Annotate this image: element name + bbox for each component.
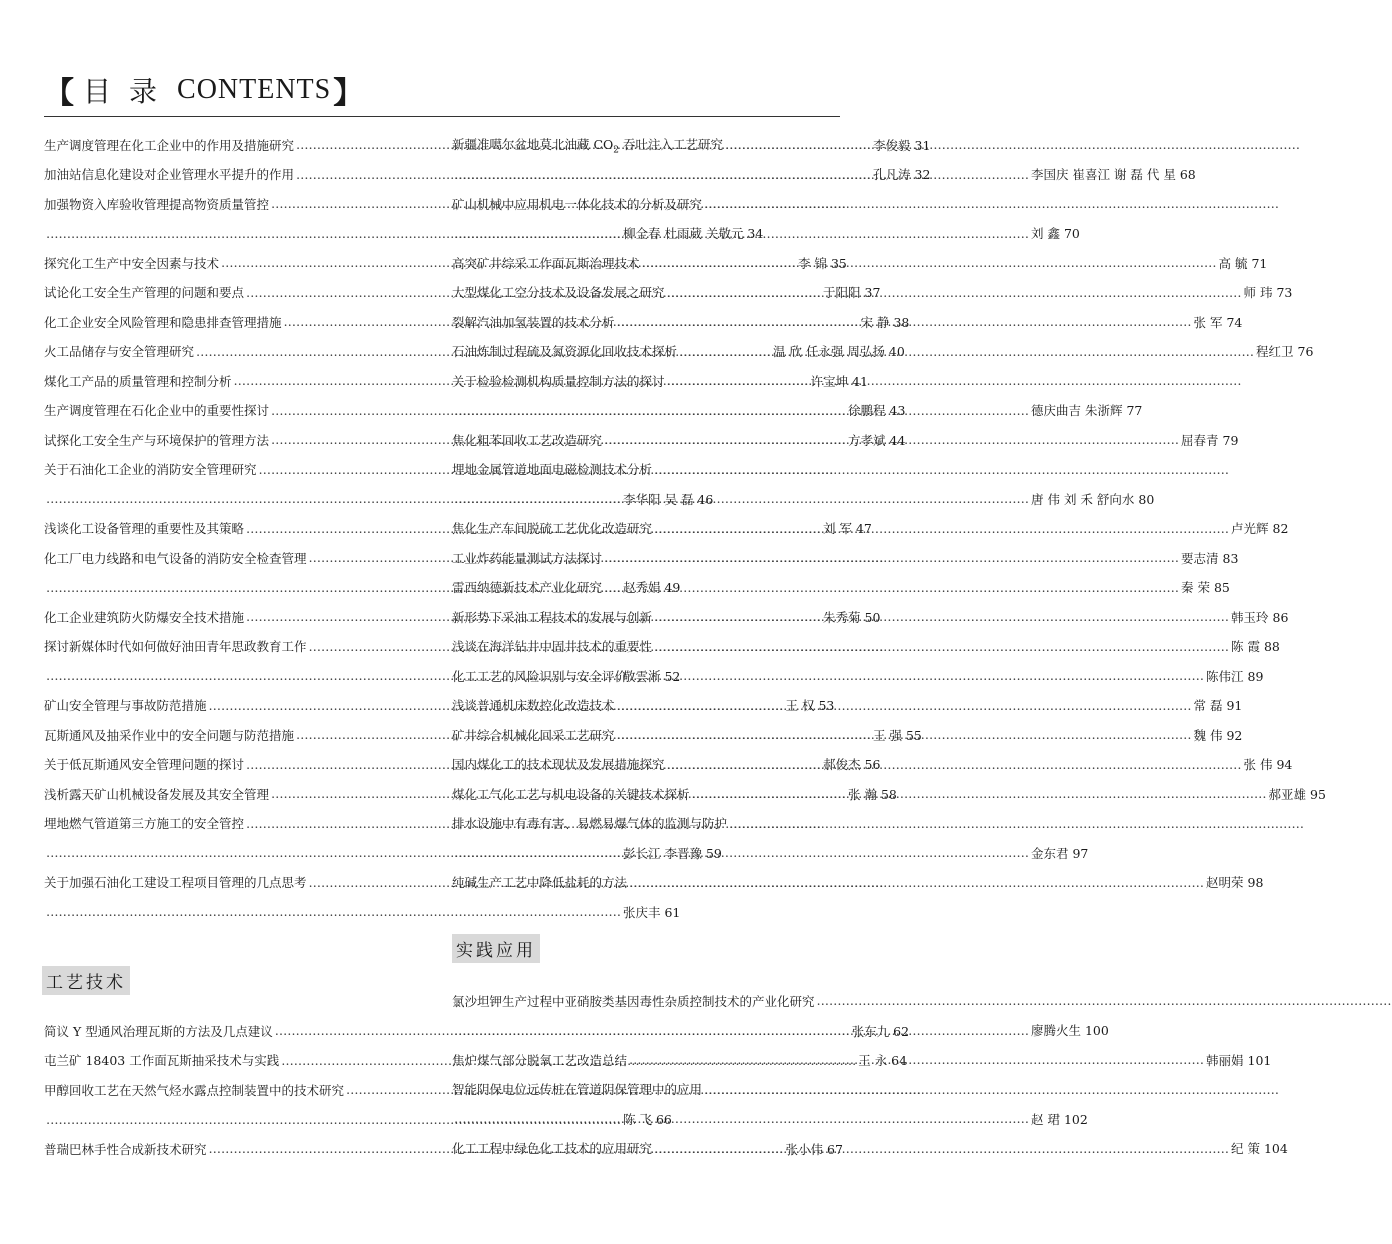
- dot-leader: [667, 373, 1242, 388]
- entry-author-page: 赵 珺 102: [1031, 1111, 1088, 1127]
- entry-author-page: 敬雲淅 52: [623, 668, 681, 684]
- dot-leader: [642, 255, 1217, 270]
- entry-author-page: 朱秀菊 50: [823, 609, 881, 625]
- toc-entry[interactable]: [44, 868, 432, 898]
- toc-entry[interactable]: [44, 809, 432, 839]
- title-english: CONTENTS: [177, 74, 332, 105]
- toc-entry[interactable]: [452, 868, 1264, 898]
- dot-leader: [617, 314, 1192, 329]
- toc-entry[interactable]: [452, 661, 1264, 691]
- toc-entry[interactable]: [452, 1104, 1088, 1134]
- entry-author-page: 金东君 97: [1031, 845, 1089, 861]
- toc-entry[interactable]: [452, 809, 840, 839]
- toc-entry[interactable]: [44, 189, 432, 219]
- dot-leader: [729, 816, 1304, 831]
- entry-author-page: 廖腾火生 100: [1031, 1023, 1109, 1039]
- entry-title: 雷西纳德新技术产业化研究: [452, 580, 603, 596]
- entry-title: 普瑞巴林手性合成新技术研究: [44, 1141, 207, 1157]
- entry-title: 工业炸药能量测试方法探讨: [452, 550, 603, 566]
- toc-entry[interactable]: [452, 986, 840, 1016]
- entry-title: 屯兰矿 18403 工作面瓦斯抽采技术与实践: [44, 1053, 280, 1069]
- entry-title: 高突矿井综采工作面瓦斯治理技术: [452, 255, 640, 271]
- dot-leader: [454, 226, 1029, 241]
- toc-entry[interactable]: [452, 130, 840, 160]
- entry-title: 加油站信息化建设对企业管理水平提升的作用: [44, 167, 295, 183]
- dot-leader: [617, 698, 1192, 713]
- entry-title: 生产调度管理在化工企业中的作用及措施研究: [44, 137, 295, 153]
- entry-author-page: 屈春青 79: [1181, 432, 1239, 448]
- entry-author-page: 赵秀娟 49: [623, 580, 681, 596]
- entry-title: 埋地燃气管道第三方施工的安全管控: [44, 816, 245, 832]
- entry-title: 矿山安全管理与事故防范措施: [44, 698, 207, 714]
- dot-leader: [654, 462, 1229, 477]
- entry-title: 埋地金属管道地面电磁检测技术分析: [452, 462, 653, 478]
- entry-author-page: 王 权 53: [785, 698, 835, 714]
- toc-entry[interactable]: [452, 455, 840, 485]
- dot-leader: [629, 668, 1204, 683]
- toc-entry[interactable]: [452, 248, 1268, 278]
- dot-leader: [454, 1023, 1029, 1038]
- entry-author-page: 徐鹏程 43: [848, 403, 906, 419]
- toc-entry[interactable]: [452, 632, 1280, 662]
- dot-leader: [629, 875, 1204, 890]
- dot-leader: [454, 403, 1029, 418]
- entry-author-page: 陈 霞 88: [1231, 639, 1280, 655]
- entry-author-page: 郝俊杰 56: [823, 757, 881, 773]
- toc-entry[interactable]: [44, 543, 432, 573]
- entry-title: 加强物资入库验收管理提高物资质量管控: [44, 196, 270, 212]
- entry-author-page: 陈 飞 66: [623, 1112, 672, 1128]
- dot-leader: [454, 1111, 1029, 1126]
- entry-title: 国内煤化工的技术现状及发展措施探究: [452, 757, 665, 773]
- entry-author-page: 陈伟江 89: [1206, 668, 1264, 684]
- entry-author-page: 柳全春 杜雨葳 关敬元 34: [623, 226, 764, 242]
- entry-title: 试论化工安全生产管理的问题和要点: [44, 285, 245, 301]
- toc-entry[interactable]: [44, 838, 722, 868]
- toc-entry[interactable]: [452, 484, 1155, 514]
- dot-leader: [454, 845, 1029, 860]
- entry-title: 关于检验检测机构质量控制方法的探讨: [452, 373, 665, 389]
- entry-title: 裂解汽油加氢装置的技术分析: [452, 314, 615, 330]
- toc-entry[interactable]: [452, 337, 1314, 367]
- dot-leader: [654, 1141, 1229, 1156]
- dot-leader: [617, 727, 1192, 742]
- entry-title: 智能阴保电位远传桩在管道阴保管理中的应用: [452, 1082, 703, 1098]
- dot-leader: [454, 491, 1029, 506]
- bracket-open: 【: [44, 76, 75, 111]
- entry-author-page: 张庆丰 61: [623, 904, 681, 920]
- entry-author-page: 魏 伟 92: [1193, 727, 1243, 743]
- entry-author-page: 方孝斌 44: [848, 432, 906, 448]
- toc-entry[interactable]: [44, 455, 432, 485]
- entry-title: 焦化粗苯回收工艺改造研究: [452, 432, 603, 448]
- toc-entry[interactable]: [452, 1075, 840, 1105]
- toc-entry[interactable]: [452, 543, 1239, 573]
- entry-title: 浅谈在海洋钻井中固井技术的重要性: [452, 639, 653, 655]
- bracket-close: 】: [333, 76, 365, 111]
- entry-title: 氯沙坦钾生产过程中亚硝胺类基因毒性杂质控制技术的产业化研究: [452, 993, 815, 1009]
- entry-author-page: 郝亚雄 95: [1268, 786, 1326, 802]
- entry-author-page: 李华阳 吴 磊 46: [623, 491, 714, 507]
- entry-author-page: 韩丽娟 101: [1206, 1052, 1272, 1068]
- entry-title: 火工品储存与安全管理研究: [44, 344, 195, 360]
- entry-title: 石油炼制过程硫及氮资源化回收技术探析: [452, 344, 678, 360]
- entry-title: 大型煤化工空分技术及设备发展之研究: [452, 285, 665, 301]
- entry-title: 试探化工安全生产与环境保护的管理方法: [44, 432, 270, 448]
- toc-entry[interactable]: [44, 1075, 432, 1105]
- dot-leader: [46, 904, 621, 919]
- entry-author-page: 于阳阳 37: [823, 285, 881, 301]
- toc-entry[interactable]: [452, 366, 840, 396]
- dot-leader: [604, 580, 1179, 595]
- toc-entry[interactable]: [452, 838, 1089, 868]
- toc-entry[interactable]: [44, 160, 931, 190]
- toc-entry[interactable]: [44, 1016, 910, 1046]
- dot-leader: [704, 196, 1279, 211]
- entry-author-page: 要志清 83: [1181, 550, 1239, 566]
- entry-author-page: 唐 伟 刘 禾 舒向水 80: [1031, 491, 1155, 507]
- entry-author-page: 李 锦 35: [798, 255, 847, 271]
- entry-title: 瓦斯通风及抽采作业中的安全问题与防范措施: [44, 727, 295, 743]
- section-heading-process: 工艺技术: [42, 966, 130, 995]
- entry-title: 矿井综合机械化回采工艺研究: [452, 727, 615, 743]
- entry-title: 新形势下采油工程技术的发展与创新: [452, 609, 653, 625]
- entry-author-page: 张 瀚 58: [848, 786, 897, 802]
- dot-leader: [629, 1052, 1204, 1067]
- entry-author-page: 张 伟 94: [1243, 757, 1293, 773]
- entry-title: 简议 Y 型通风治理瓦斯的方法及几点建议: [44, 1023, 273, 1039]
- entry-author-page: 李国庆 崔喜江 谢 磊 代 星 68: [1031, 167, 1196, 183]
- entry-title: 化工厂电力线路和电气设备的消防安全检查管理: [44, 550, 307, 566]
- entry-author-page: 宋 静 38: [860, 314, 910, 330]
- dot-leader: [604, 432, 1179, 447]
- toc-entry[interactable]: [452, 219, 1080, 249]
- entry-author-page: 孔凡涛 32: [873, 167, 931, 183]
- entry-author-page: 李俊毅 31: [873, 137, 931, 153]
- entry-title: 矿山机械中应用机电一体化技术的分析及研究: [452, 196, 703, 212]
- entry-author-page: 德庆曲吉 朱浙辉 77: [1031, 403, 1143, 419]
- entry-author-page: 程红卫 76: [1256, 344, 1314, 360]
- toc-title: [44, 68, 364, 112]
- toc-entry[interactable]: [44, 632, 432, 662]
- entry-author-page: 彭长江 李晋豫 59: [623, 845, 722, 861]
- dot-leader: [604, 550, 1179, 565]
- entry-author-page: 王 强 55: [873, 727, 922, 743]
- toc-entry[interactable]: [452, 691, 1243, 721]
- entry-author-page: 刘 军 47: [823, 521, 872, 537]
- toc-entry[interactable]: [452, 573, 1230, 603]
- entry-title: 关于加强石油化工建设工程项目管理的几点思考: [44, 875, 307, 891]
- dot-leader: [679, 344, 1254, 359]
- entry-title: 化工工艺的风险识别与安全评价: [452, 668, 628, 684]
- toc-entry[interactable]: [44, 219, 764, 249]
- entry-title: 浅谈普通机床数控化改造技术: [452, 698, 615, 714]
- dot-leader: [692, 786, 1267, 801]
- entry-title: 排水设施中有毒有害、易燃易爆气体的监测与防护: [452, 816, 728, 832]
- toc-entry[interactable]: [452, 1134, 1288, 1164]
- entry-title: 焦炉煤气部分脱氧工艺改造总结: [452, 1052, 628, 1068]
- entry-author-page: 常 磊 91: [1193, 698, 1243, 714]
- entry-author-page: 许宝坤 41: [810, 373, 868, 389]
- toc-entry[interactable]: [452, 189, 840, 219]
- entry-title: 化工工程中绿色化工技术的应用研究: [452, 1141, 653, 1157]
- dot-leader: [654, 521, 1229, 536]
- entry-title: 探讨新媒体时代如何做好油田青年思政教育工作: [44, 639, 307, 655]
- entry-title: 关于石油化工企业的消防安全管理研究: [44, 462, 257, 478]
- dot-leader: [454, 167, 1029, 182]
- entry-title: 化工企业安全风险管理和隐患排查管理措施: [44, 314, 282, 330]
- entry-author-page: 张东九 62: [851, 1023, 910, 1039]
- header-rule: [44, 116, 840, 117]
- dot-leader: [704, 1082, 1279, 1097]
- entry-author-page: 张小伟 67: [785, 1141, 843, 1157]
- entry-title: 焦化生产车间脱硫工艺优化改造研究: [452, 521, 653, 537]
- entry-title: 甲醇回收工艺在天然气烃水露点控制装置中的技术研究: [44, 1082, 345, 1098]
- toc-entry[interactable]: [44, 897, 681, 927]
- toc-entry[interactable]: [44, 484, 714, 514]
- entry-title: 探究化工生产中安全因素与技术: [44, 255, 220, 271]
- entry-author-page: 高 毓 71: [1218, 255, 1268, 271]
- entry-author-page: 卢光辉 82: [1231, 521, 1289, 537]
- entry-author-page: 韩玉玲 86: [1231, 609, 1289, 625]
- entry-title-subscript: 2: [613, 145, 620, 155]
- dot-leader: [667, 285, 1242, 300]
- entry-title: 煤化工产品的质量管理和控制分析: [44, 373, 232, 389]
- dot-leader: [654, 609, 1229, 624]
- section-heading-practice: 实践应用: [452, 934, 540, 963]
- entry-author-page: 纪 策 104: [1231, 1141, 1288, 1157]
- entry-title: 生产调度管理在石化企业中的重要性探讨: [44, 403, 270, 419]
- toc-entry[interactable]: [44, 396, 906, 426]
- entry-title: 浅谈化工设备管理的重要性及其策略: [44, 521, 245, 537]
- entry-author-page: 赵明荣 98: [1206, 875, 1264, 891]
- dot-leader: [667, 757, 1242, 772]
- entry-author-page: 刘 鑫 70: [1031, 226, 1080, 242]
- entry-author-page: 王 永 64: [858, 1053, 908, 1069]
- entry-author-page: 师 玮 73: [1243, 285, 1293, 301]
- entry-title: 浅析露天矿山机械设备发展及其安全管理: [44, 786, 270, 802]
- dot-leader: [654, 639, 1229, 654]
- dot-leader: [817, 993, 1392, 1008]
- entry-author-page: 秦 荣 85: [1181, 580, 1230, 596]
- entry-title: 纯碱生产工艺中降低盐耗的方法: [452, 875, 628, 891]
- entry-title: 煤化工气化工艺与机电设备的关键技术探析: [452, 786, 690, 802]
- title-chinese: 目录: [83, 75, 176, 108]
- entry-author-page: 温 欣 任永强 周弘扬 40: [773, 344, 905, 360]
- dot-leader: [725, 137, 1300, 152]
- entry-title: 关于低瓦斯通风安全管理问题的探讨: [44, 757, 245, 773]
- entry-author-page: 张 军 74: [1193, 314, 1243, 330]
- entry-title: 化工企业建筑防火防爆安全技术措施: [44, 609, 245, 625]
- entry-title: 新疆准噶尔盆地莫北油藏 $CO_2$ 吞吐注入工艺研究: [452, 136, 724, 155]
- toc-entry[interactable]: [44, 1105, 672, 1135]
